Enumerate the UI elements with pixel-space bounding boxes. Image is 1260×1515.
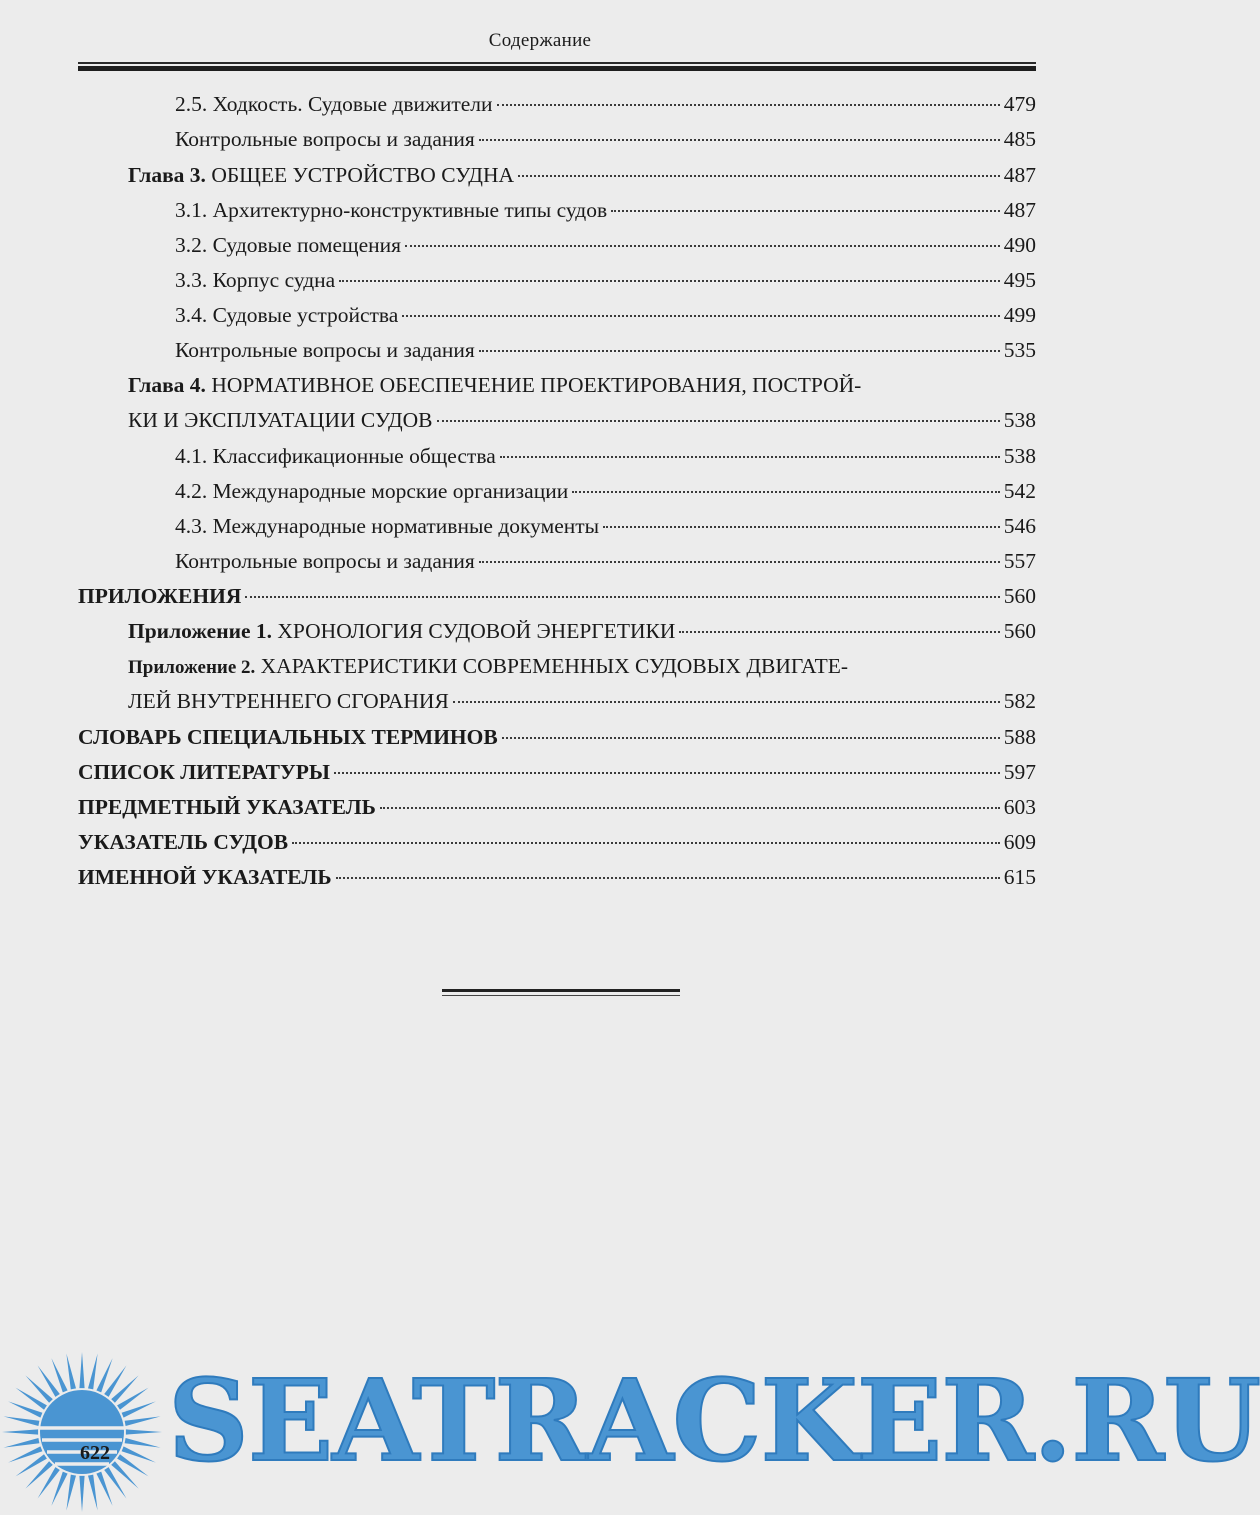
toc-entry[interactable] xyxy=(175,441,1036,471)
toc-entry-page: 557 xyxy=(1003,549,1036,573)
toc-entry-label: Контрольные вопросы и задания xyxy=(175,549,475,573)
toc-entry[interactable] xyxy=(175,300,1036,330)
toc-entry-page: 487 xyxy=(1003,198,1036,222)
toc-entry-label: УКАЗАТЕЛЬ СУДОВ xyxy=(78,830,289,854)
toc-entry-page: 588 xyxy=(1003,725,1036,749)
toc-section-entry[interactable] xyxy=(78,581,1036,611)
dot-leader xyxy=(336,877,1000,879)
toc-entry-label: ИМЕННОЙ УКАЗАТЕЛЬ xyxy=(78,865,332,889)
chapter-prefix: Глава 3. xyxy=(128,163,206,187)
dot-leader xyxy=(292,842,1000,844)
sun-ray xyxy=(4,1416,40,1426)
toc-chapter-entry[interactable] xyxy=(128,405,1036,435)
appendix-prefix: Приложение 1. xyxy=(128,619,273,643)
sun-ray xyxy=(125,1438,161,1448)
toc-entry-page: 487 xyxy=(1003,163,1036,187)
toc-section-entry[interactable] xyxy=(78,862,1036,892)
header-rule-thick xyxy=(78,66,1036,71)
dot-leader xyxy=(380,807,1000,809)
toc-entry-label: ПРЕДМЕТНЫЙ УКАЗАТЕЛЬ xyxy=(78,795,376,819)
toc-entry-label: ХАРАКТЕРИСТИКИ СОВРЕМЕННЫХ СУДОВЫХ ДВИГАТЕ- xyxy=(260,654,849,678)
toc-appendix-heading[interactable] xyxy=(128,651,848,683)
dot-leader xyxy=(603,526,1000,528)
dot-leader xyxy=(500,456,1000,458)
dot-leader xyxy=(479,350,1000,352)
toc-entry-label: Контрольные вопросы и задания xyxy=(175,127,475,151)
toc-entry-page: 538 xyxy=(1003,408,1036,432)
appendix-prefix: Приложение 2. xyxy=(128,657,256,678)
end-rule-thin xyxy=(442,995,680,996)
toc-entry-page: 499 xyxy=(1003,303,1036,327)
toc-chapter-entry[interactable] xyxy=(128,160,1036,190)
sun-ray xyxy=(4,1438,40,1448)
sun-ray xyxy=(111,1461,138,1488)
dot-leader xyxy=(479,561,1000,563)
toc-section-entry[interactable] xyxy=(78,827,1036,857)
header-rule-thin xyxy=(78,62,1036,64)
dot-leader xyxy=(339,280,1000,282)
dot-leader xyxy=(679,631,999,633)
dot-leader xyxy=(497,104,1000,106)
sun-ray xyxy=(25,1375,52,1402)
toc-entry[interactable] xyxy=(175,89,1036,119)
sun-ray xyxy=(25,1461,52,1488)
toc-section-entry[interactable] xyxy=(78,722,1036,752)
toc-entry-page: 609 xyxy=(1003,830,1036,854)
page-number: 622 xyxy=(80,1442,110,1464)
dot-leader xyxy=(502,737,1000,739)
dot-leader xyxy=(437,420,1000,422)
toc-appendix-entry[interactable] xyxy=(128,686,1036,716)
sun-ray xyxy=(126,1429,162,1434)
toc-entry-page: 490 xyxy=(1003,233,1036,257)
toc-entry-continuation: КИ И ЭКСПЛУАТАЦИИ СУДОВ xyxy=(128,408,433,432)
sun-ray xyxy=(66,1475,76,1511)
toc-appendix-entry[interactable] xyxy=(128,616,1036,646)
toc-entry[interactable] xyxy=(175,265,1036,295)
sun-ray xyxy=(88,1475,98,1511)
toc-entry-label: 3.2. Судовые помещения xyxy=(175,233,402,257)
toc-entry-label: 4.3. Международные нормативные документы xyxy=(175,514,600,538)
dot-leader xyxy=(453,701,1000,703)
sun-ray xyxy=(79,1352,84,1388)
toc-entry-label: ПРИЛОЖЕНИЯ xyxy=(78,584,242,608)
toc-entry-label: СПИСОК ЛИТЕРАТУРЫ xyxy=(78,760,330,784)
toc-entry-label: 3.4. Судовые устройства xyxy=(175,303,399,327)
sun-icon xyxy=(0,1350,165,1515)
dot-leader xyxy=(572,491,1000,493)
dot-leader xyxy=(405,245,1000,247)
sun-ray xyxy=(125,1416,161,1426)
toc-section-entry[interactable] xyxy=(78,792,1036,822)
toc-entry-label: НОРМАТИВНОЕ ОБЕСПЕЧЕНИЕ ПРОЕКТИРОВАНИЯ, ПОСТРОЙ- xyxy=(211,373,862,397)
page-header: Содержание xyxy=(488,30,592,51)
toc-entry-label: 4.2. Международные морские организации xyxy=(175,479,569,503)
dot-leader xyxy=(402,315,999,317)
end-rule xyxy=(442,989,680,992)
toc-entry-page: 538 xyxy=(1003,444,1036,468)
toc-entry-page: 546 xyxy=(1003,514,1036,538)
chapter-prefix: Глава 4. xyxy=(128,373,206,397)
toc-entry[interactable] xyxy=(175,230,1036,260)
toc-section-entry[interactable] xyxy=(78,757,1036,787)
toc-entry-page: 597 xyxy=(1003,760,1036,784)
toc-entry[interactable] xyxy=(175,195,1036,225)
toc-entry-page: 603 xyxy=(1003,795,1036,819)
toc-entry-page: 582 xyxy=(1003,689,1036,713)
dot-leader xyxy=(245,596,999,598)
dot-leader xyxy=(611,210,1000,212)
toc-entry-label: 3.3. Корпус судна xyxy=(175,268,336,292)
toc-entry-page: 479 xyxy=(1003,92,1036,116)
sun-ray xyxy=(79,1476,84,1512)
toc-entry[interactable] xyxy=(175,124,1036,154)
sun-ray xyxy=(111,1375,138,1402)
toc-entry-label: ОБЩЕЕ УСТРОЙСТВО СУДНА xyxy=(211,163,515,187)
toc-entry[interactable] xyxy=(175,476,1036,506)
toc-entry-label: 3.1. Архитектурно-конструктивные типы судов xyxy=(175,198,608,222)
toc-entry-label: СЛОВАРЬ СПЕЦИАЛЬНЫХ ТЕРМИНОВ xyxy=(78,725,498,749)
toc-entry-label: ХРОНОЛОГИЯ СУДОВОЙ ЭНЕРГЕТИКИ xyxy=(277,619,676,643)
toc-entry[interactable] xyxy=(175,335,1036,365)
toc-entry-label: 4.1. Классификационные общества xyxy=(175,444,496,468)
toc-chapter-heading[interactable] xyxy=(128,370,861,400)
dot-leader xyxy=(334,772,1000,774)
toc-entry-page: 542 xyxy=(1003,479,1036,503)
toc-entry-page: 485 xyxy=(1003,127,1036,151)
toc-entry[interactable] xyxy=(175,546,1036,576)
toc-entry-page: 560 xyxy=(1003,619,1036,643)
dot-leader xyxy=(518,175,1000,177)
toc-entry[interactable] xyxy=(175,511,1036,541)
sun-ray xyxy=(88,1354,98,1390)
watermark-text: SEATRACKER.RU xyxy=(168,1356,1260,1487)
toc-entry-page: 615 xyxy=(1003,865,1036,889)
toc-entry-page: 495 xyxy=(1003,268,1036,292)
toc-entry-continuation: ЛЕЙ ВНУТРЕННЕГО СГОРАНИЯ xyxy=(128,689,449,713)
toc-entry-label: Контрольные вопросы и задания xyxy=(175,338,475,362)
sun-ray xyxy=(66,1354,76,1390)
sun-ray xyxy=(2,1429,38,1434)
toc-entry-label: 2.5. Ходкость. Судовые движители xyxy=(175,92,493,116)
dot-leader xyxy=(479,139,1000,141)
toc-entry-page: 560 xyxy=(1003,584,1036,608)
toc-entry-page: 535 xyxy=(1003,338,1036,362)
